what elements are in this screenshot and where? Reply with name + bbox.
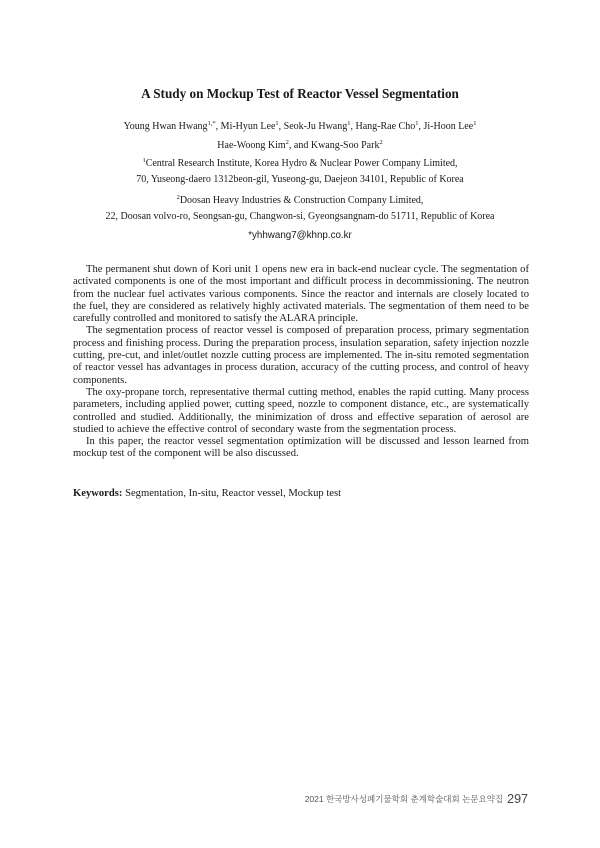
affiliation-1-name: $^1$Central Research Institute, Korea Hydro & Nuclear Power Company Limited, — [142, 157, 458, 169]
abstract-paragraph: The permanent shut down of Kori unit 1 opens new era in back-end nuclear cycle. The segmentation of activated components is one of the most important and difficult process in decommissioning. The neutron from the nuclear fuel activates various components. Since the reactor and internals are closely located to the fuel, they are considered as relatively highly activated materials. The segmentation of them need to be carefully controlled and monitored to satisfy the ALARA principle. — [73, 264, 529, 325]
author: Kwang-Soo Park$^2$ — [310, 139, 383, 151]
abstract-paragraph: The oxy-propane torch, representative thermal cutting method, enables the rapid cutting. Many process parameters, including applied power, cutting speed, nozzle to component distance, etc., are systematically controlled and studied. Additionally, the minimization of dross and effective separation of aerosol are studied to achieve the effective control of secondary waste from the segmentation process. — [73, 386, 529, 435]
abstract-body — [73, 264, 529, 461]
keywords-text: Segmentation, In-situ, Reactor vessel, Mockup test — [122, 488, 342, 499]
affiliation-2-address: 22, Doosan volvo-ro, Seongsan-gu, Changwon-si, Gyeongsangnam-do 51711, Republic of Korea — [105, 211, 495, 222]
abstract-paragraph: In this paper, the reactor vessel segmentation optimization will be discussed and lesson learned from mockup test of the component will be also discussed. — [73, 436, 529, 460]
page-number: 297 — [507, 791, 528, 806]
affiliation-1-address: 70, Yuseong-daero 1312beon-gil, Yuseong-gu, Daejeon 34101, Republic of Korea — [136, 174, 464, 185]
keywords-label: Keywords: — [73, 488, 123, 499]
keywords — [73, 488, 529, 499]
author: Mi-Hyun Lee$^1$, — [220, 120, 284, 132]
author: Young Hwan Hwang$^{1,*}$, — [123, 120, 221, 132]
author: Ji-Hoon Lee$^1$ — [423, 120, 477, 132]
author: Hae-Woong Kim$^2$, and — [217, 139, 311, 151]
abstract-paragraph: The segmentation process of reactor vessel is composed of preparation process, primary segmentation process and finishing process. During the preparation process, insulation separation, safety injection nozzle cutting, pre-cut, and inlet/outlet nozzle cutting process are implemented. The in-situ remoted segmentation of reactor vessel has advantages in process duration, accuracy of the cutting process, and control of heavy components. — [73, 325, 529, 386]
author-list-line-2 — [0, 137, 600, 152]
footer-proceedings-title: 2021 한국방사성폐기물학회 춘계학술대회 논문요약집 — [304, 793, 504, 804]
author: Seok-Ju Hwang$^1$, — [283, 120, 356, 132]
page-footer — [305, 790, 528, 808]
paper-title: A Study on Mockup Test of Reactor Vessel Segmentation — [141, 86, 459, 101]
author-list-line-1 — [0, 118, 600, 133]
author: Hang-Rae Cho$^1$, — [355, 120, 424, 132]
corresponding-email: *yhhwang7@khnp.co.kr — [248, 230, 352, 241]
affiliation-2-name: $^2$Doosan Heavy Industries & Construction Company Limited, — [176, 194, 424, 206]
